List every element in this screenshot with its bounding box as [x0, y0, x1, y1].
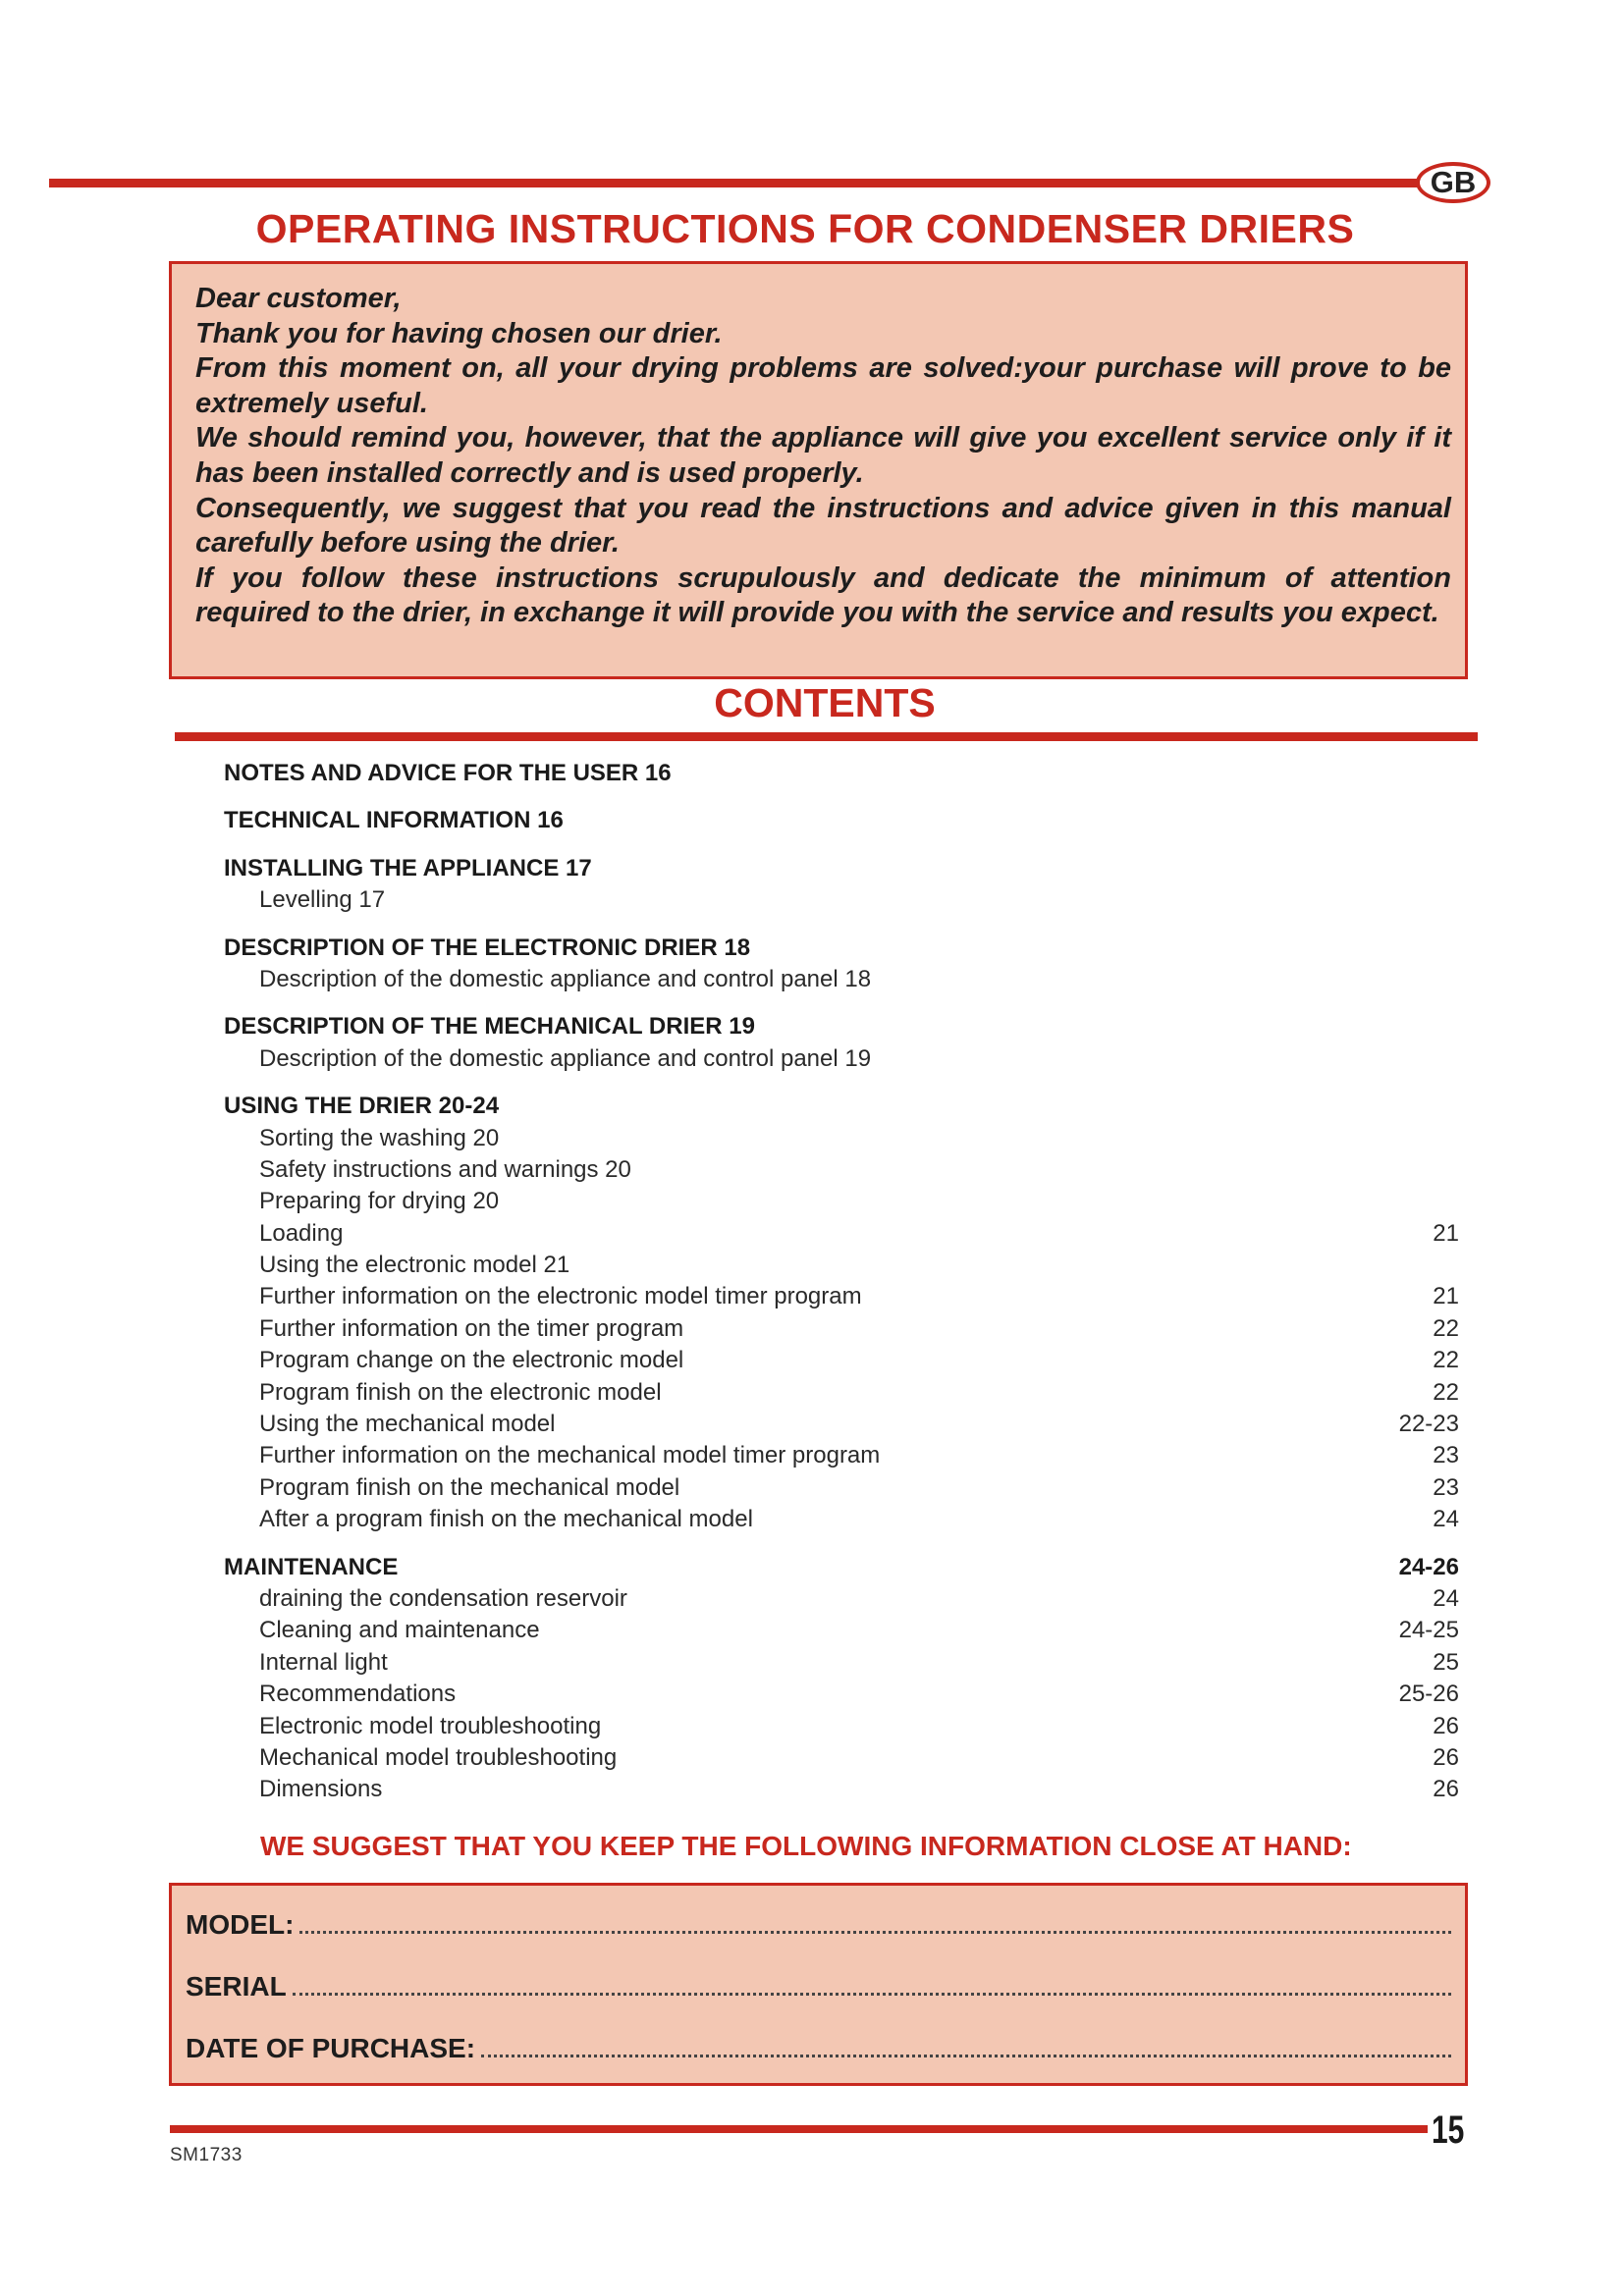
header-rule	[49, 179, 1417, 187]
toc-heading-text: DESCRIPTION OF THE MECHANICAL DRIER 19	[224, 1013, 755, 1041]
table-of-contents	[224, 758, 1459, 1822]
toc-heading	[224, 1011, 1459, 1042]
info-field	[186, 2033, 1451, 2095]
toc-item	[224, 1774, 1459, 1805]
toc-item-page: 21	[1433, 1219, 1459, 1247]
toc-section	[224, 1552, 1459, 1806]
info-field-label: SERIAL	[186, 1971, 287, 2002]
toc-item-text: Further information on the mechanical model timer program	[259, 1442, 881, 1469]
toc-item-text: Program finish on the electronic model	[259, 1378, 662, 1406]
toc-heading-text: TECHNICAL INFORMATION 16	[224, 807, 564, 834]
toc-item	[224, 1250, 1459, 1281]
toc-item	[224, 1043, 1459, 1075]
toc-heading	[224, 1091, 1459, 1122]
toc-item	[224, 1679, 1459, 1710]
toc-item-page: 24	[1433, 1506, 1459, 1533]
toc-section	[224, 758, 1459, 789]
info-field	[186, 1909, 1451, 1971]
toc-item-text: Program finish on the mechanical model	[259, 1473, 680, 1501]
toc-item	[224, 1377, 1459, 1409]
toc-section	[224, 1091, 1459, 1535]
toc-item-text: Using the mechanical model	[259, 1411, 556, 1438]
toc-item-text: Preparing for drying 20	[259, 1188, 500, 1215]
toc-section	[224, 805, 1459, 836]
intro-line: Consequently, we suggest that you read the instructions and advice given in this manual carefully before using the drier.	[195, 492, 1451, 560]
toc-item	[224, 1281, 1459, 1312]
toc-item-text: Cleaning and maintenance	[259, 1617, 540, 1644]
toc-item	[224, 1440, 1459, 1471]
toc-item-text: Electronic model troubleshooting	[259, 1712, 602, 1739]
toc-item-page: 26	[1433, 1776, 1459, 1803]
toc-item	[224, 1409, 1459, 1440]
toc-heading	[224, 805, 1459, 836]
intro-line: If you follow these instructions scrupulously and dedicate the minimum of attention required to the drier, in exchange it will provide you with the service and results you expect.	[195, 561, 1451, 629]
language-badge	[1416, 162, 1490, 203]
toc-heading	[224, 1552, 1459, 1583]
toc-heading-text: DESCRIPTION OF THE ELECTRONIC DRIER 18	[224, 934, 751, 961]
toc-section	[224, 933, 1459, 996]
toc-item-text: Description of the domestic appliance and control panel 19	[259, 1044, 872, 1072]
toc-item-text: draining the condensation reservoir	[259, 1584, 627, 1612]
document-code: SM1733	[170, 2145, 243, 2165]
toc-item-page: 22-23	[1398, 1411, 1459, 1438]
page-title: OPERATING INSTRUCTIONS FOR CONDENSER DRIERS	[255, 206, 1355, 251]
toc-section	[224, 853, 1459, 917]
info-field-dotted-line	[299, 1909, 1451, 1934]
toc-item-text: Recommendations	[259, 1681, 457, 1708]
intro-line: From this moment on, all your drying problems are solved:your purchase will prove to be extremely useful.	[195, 352, 1451, 419]
intro-line: Thank you for having chosen our drier.	[195, 317, 723, 349]
toc-item-page: 24-25	[1398, 1617, 1459, 1644]
toc-item-text: Using the electronic model 21	[259, 1252, 570, 1279]
toc-item	[224, 1583, 1459, 1615]
toc-item	[224, 1218, 1459, 1250]
toc-item	[224, 1313, 1459, 1345]
toc-item	[224, 1711, 1459, 1742]
toc-item-text: Further information on the electronic model timer program	[259, 1283, 862, 1310]
toc-item-text: Internal light	[259, 1648, 388, 1676]
toc-heading	[224, 853, 1459, 884]
page-number: 15	[1432, 2109, 1465, 2152]
intro-line: We should remind you, however, that the appliance will give you excellent service only if it has been installed correctly and is used properly.	[195, 422, 1451, 489]
toc-item-text: Dimensions	[259, 1776, 383, 1803]
toc-item-text: Sorting the washing 20	[259, 1124, 500, 1151]
contents-title: CONTENTS	[714, 680, 936, 725]
toc-item-page: 26	[1433, 1712, 1459, 1739]
toc-item-page: 25-26	[1398, 1681, 1459, 1708]
toc-item	[224, 884, 1459, 916]
toc-item-page: 22	[1433, 1314, 1459, 1342]
toc-item	[224, 1123, 1459, 1154]
toc-item	[224, 1647, 1459, 1679]
toc-item-text: Further information on the timer program	[259, 1314, 684, 1342]
toc-item-text: Loading	[259, 1219, 344, 1247]
toc-item-page: 26	[1433, 1743, 1459, 1771]
toc-item-page: 22	[1433, 1378, 1459, 1406]
intro-box	[169, 261, 1468, 679]
toc-heading-text: USING THE DRIER 20-24	[224, 1093, 500, 1120]
toc-item-text: Levelling 17	[259, 886, 386, 914]
toc-heading-text: NOTES AND ADVICE FOR THE USER 16	[224, 760, 672, 786]
toc-item-page: 25	[1433, 1648, 1459, 1676]
toc-item-text: Mechanical model troubleshooting	[259, 1743, 618, 1771]
toc-item-page: 22	[1433, 1347, 1459, 1374]
toc-item	[224, 1615, 1459, 1646]
toc-item-page: 23	[1433, 1442, 1459, 1469]
toc-heading-text: INSTALLING THE APPLIANCE 17	[224, 854, 592, 881]
toc-item	[224, 1345, 1459, 1376]
toc-item-text: After a program finish on the mechanical model	[259, 1506, 753, 1533]
toc-item-page: 24	[1433, 1584, 1459, 1612]
info-field-dotted-line	[293, 1971, 1451, 1996]
info-field-label: MODEL:	[186, 1909, 295, 1940]
toc-item-text: Description of the domestic appliance and control panel 18	[259, 965, 872, 992]
language-badge-text: GB	[1430, 165, 1477, 199]
suggestion-heading: WE SUGGEST THAT YOU KEEP THE FOLLOWING INFORMATION CLOSE AT HAND:	[260, 1831, 1352, 1861]
toc-heading-page: 24-26	[1398, 1553, 1459, 1580]
footer-rule	[170, 2125, 1428, 2133]
info-field-label: DATE OF PURCHASE:	[186, 2033, 476, 2063]
toc-item-text: Program change on the electronic model	[259, 1347, 684, 1374]
toc-item	[224, 1472, 1459, 1504]
contents-rule	[175, 732, 1478, 741]
intro-line: Dear customer,	[195, 283, 402, 314]
info-field	[186, 1971, 1451, 2033]
toc-item	[224, 1186, 1459, 1217]
toc-heading-text: MAINTENANCE	[224, 1553, 399, 1580]
toc-heading	[224, 758, 1459, 789]
toc-item-page: 21	[1433, 1283, 1459, 1310]
toc-item-page: 23	[1433, 1473, 1459, 1501]
toc-item	[224, 1504, 1459, 1535]
info-box	[169, 1883, 1468, 2086]
toc-heading	[224, 933, 1459, 964]
toc-item	[224, 1742, 1459, 1774]
info-field-dotted-line	[481, 2033, 1451, 2057]
toc-item	[224, 964, 1459, 995]
toc-item	[224, 1154, 1459, 1186]
toc-item-text: Safety instructions and warnings 20	[259, 1155, 631, 1183]
toc-section	[224, 1011, 1459, 1075]
